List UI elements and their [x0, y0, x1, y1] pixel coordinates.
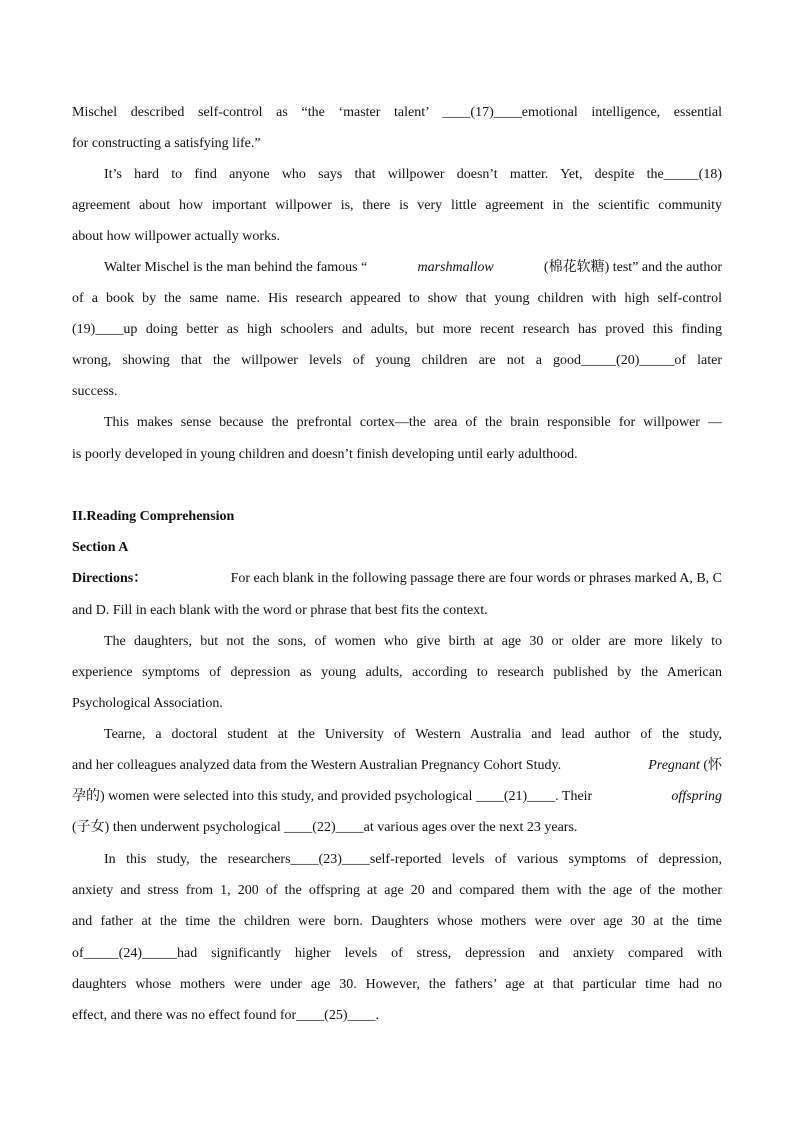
- paragraph-line: of a book by the same name. His research appeared to show that young children with high self-control: [72, 291, 722, 306]
- paragraph-line: [104, 259, 722, 277]
- paragraph-line: wrong, showing that the willpower levels of young children are not a good_____(20)_____of later: [72, 353, 722, 368]
- paragraph-line: (子女) then underwent psychological ____(22)____at various ages over the next 23 years.: [72, 820, 578, 835]
- paragraph-line: is poorly developed in young children and doesn’t finish developing until early adulthood.: [72, 447, 578, 462]
- italic-term: offspring: [671, 789, 722, 804]
- paragraph-line: The daughters, but not the sons, of women who give birth at age 30 or older are more likely to: [104, 634, 722, 649]
- paragraph-line: agreement about how important willpower is, there is very little agreement in the scientific community: [72, 198, 722, 213]
- directions-text: For each blank in the following passage there are four words or phrases marked A, B, C: [230, 571, 722, 586]
- paragraph-line: In this study, the researchers____(23)____self-reported levels of various symptoms of depression,: [104, 852, 722, 867]
- paragraph-line: and father at the time the children were born. Daughters whose mothers were over age 30 at the time: [72, 914, 722, 929]
- paragraph-line: and D. Fill in each blank with the word or phrase that best fits the context.: [72, 603, 488, 618]
- italic-term: Pregnant: [648, 758, 700, 773]
- italic-term: marshmallow: [417, 260, 494, 275]
- paragraph-line: (19)____up doing better as high schoolers and adults, but more recent research has proved this finding: [72, 322, 722, 337]
- directions-label: Directions：: [72, 571, 148, 586]
- paragraph-line: This makes sense because the prefrontal cortex—the area of the brain responsible for willpower —: [104, 415, 722, 430]
- paragraph-line: It’s hard to find anyone who says that willpower doesn’t matter. Yet, despite the_____(18): [104, 167, 722, 182]
- paragraph-line: about how willpower actually works.: [72, 229, 281, 244]
- paragraph-line: daughters whose mothers were under age 30. However, the fathers’ age at that particular time had no: [72, 977, 722, 992]
- paragraph-line: Mischel described self-control as “the ‘master talent’ ____(17)____emotional intelligence, essential: [72, 105, 722, 120]
- line-segment: (怀: [699, 758, 722, 773]
- line-segment: Walter Mischel is the man behind the famous “: [104, 260, 368, 275]
- directions-line: [72, 570, 722, 588]
- paragraph-line: [72, 757, 722, 775]
- section-heading: II.Reading Comprehension: [72, 509, 235, 524]
- paragraph-line: Tearne, a doctoral student at the University of Western Australia and lead author of the study,: [104, 727, 722, 742]
- paragraph-line: effect, and there was no effect found for____(25)____.: [72, 1008, 379, 1023]
- line-segment: (棉花软糖) test” and the author: [543, 260, 722, 275]
- paragraph-line: Psychological Association.: [72, 696, 223, 711]
- section-subheading: Section A: [72, 540, 129, 555]
- paragraph-line: success.: [72, 384, 118, 399]
- paragraph-line: anxiety and stress from 1, 200 of the offspring at age 20 and compared them with the age of the mother: [72, 883, 722, 898]
- line-segment: 孕的) women were selected into this study, and provided psychological ____(21)____. Their: [72, 789, 593, 804]
- paragraph-line: of_____(24)_____had significantly higher levels of stress, depression and anxiety compared with: [72, 946, 722, 961]
- paragraph-line: for constructing a satisfying life.”: [72, 136, 261, 151]
- paragraph-line: experience symptoms of depression as young adults, according to research published by the American: [72, 665, 722, 680]
- line-segment: and her colleagues analyzed data from the Western Australian Pregnancy Cohort Study.: [72, 758, 562, 773]
- paragraph-line: [72, 788, 722, 806]
